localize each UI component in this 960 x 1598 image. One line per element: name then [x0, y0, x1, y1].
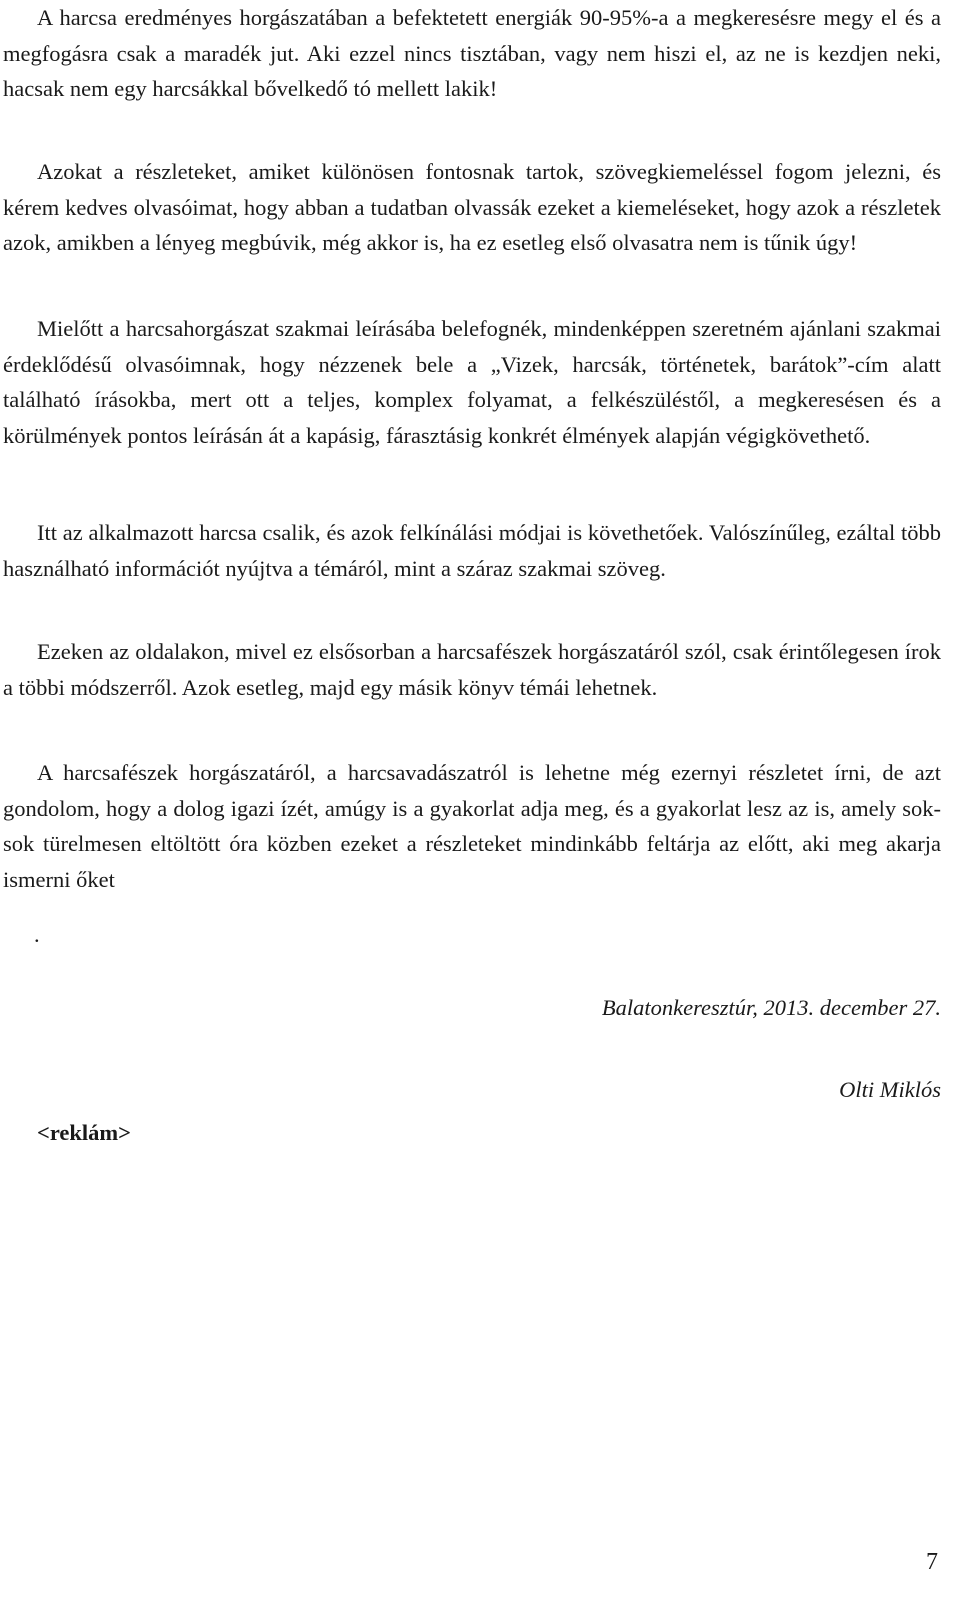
signature-author-name: Olti Miklós [839, 1077, 941, 1102]
signature-place-date: Balatonkeresztúr, 2013. december 27. [601, 995, 941, 1020]
ad-placeholder: <reklám> [37, 1120, 131, 1145]
stray-period: . [34, 922, 40, 947]
paragraph-1: A harcsa eredményes horgászatában a befektetett energiák 90-95%-a a megkeresésre megy el és a megfogásra csak a maradék jut. Aki ezzel nincs tisztában, vagy nem hiszi el, az ne is kezdjen neki, hacsak nem egy harcsákkal bővelkedő tó mellett lakik! [3, 5, 941, 102]
paragraph-2: Azokat a részleteket, amiket különösen fontosnak tartok, szövegkiemeléssel fogom jelezni, és kérem kedves olvasóimat, hogy abban a tudatban olvassák ezeket a kiemeléseket, hogy azok a részletek azok, amikben a lényeg megbúvik, még akkor is, ha ez esetleg első olvasatra nem is tűnik úgy! [3, 159, 941, 256]
paragraph-3: Mielőtt a harcsahorgászat szakmai leírásába belefognék, mindenképpen szeretném ajánlani szakmai érdeklődésű olvasóimnak, hogy nézzenek bele a „Vizek, harcsák, történetek, barátok”-cím alatt található írásokba, mert ott a teljes, komplex folyamat, a felkészüléstől, a megkeresésen és a körülmények pontos leírásán át a kapásig, fárasztásig konkrét élmények alapján végigkövethető. [3, 316, 941, 448]
paragraph-4: Itt az alkalmazott harcsa csalik, és azok felkínálási módjai is követhetőek. Valószínűleg, ezáltal több használható információt nyújtva a témáról, mint a száraz szakmai szöveg. [3, 520, 941, 581]
paragraph-6: A harcsafészek horgászatáról, a harcsavadászatról is lehetne még ezernyi részletet írni, de azt gondolom, hogy a dolog igazi ízét, amúgy is a gyakorlat adja meg, és a gyakorlat lesz az is, amely sok-sok türelmesen eltöltött óra közben ezeket a részleteket mindinkább feltárja az előtt, aki meg akarja ismerni őket [3, 760, 941, 892]
paragraph-5: Ezeken az oldalakon, mivel ez elsősorban a harcsafészek horgászatáról szól, csak érintőlegesen írok a többi módszerről. Azok esetleg, majd egy másik könyv témái lehetnek. [3, 639, 941, 700]
page-number: 7 [926, 1549, 938, 1575]
